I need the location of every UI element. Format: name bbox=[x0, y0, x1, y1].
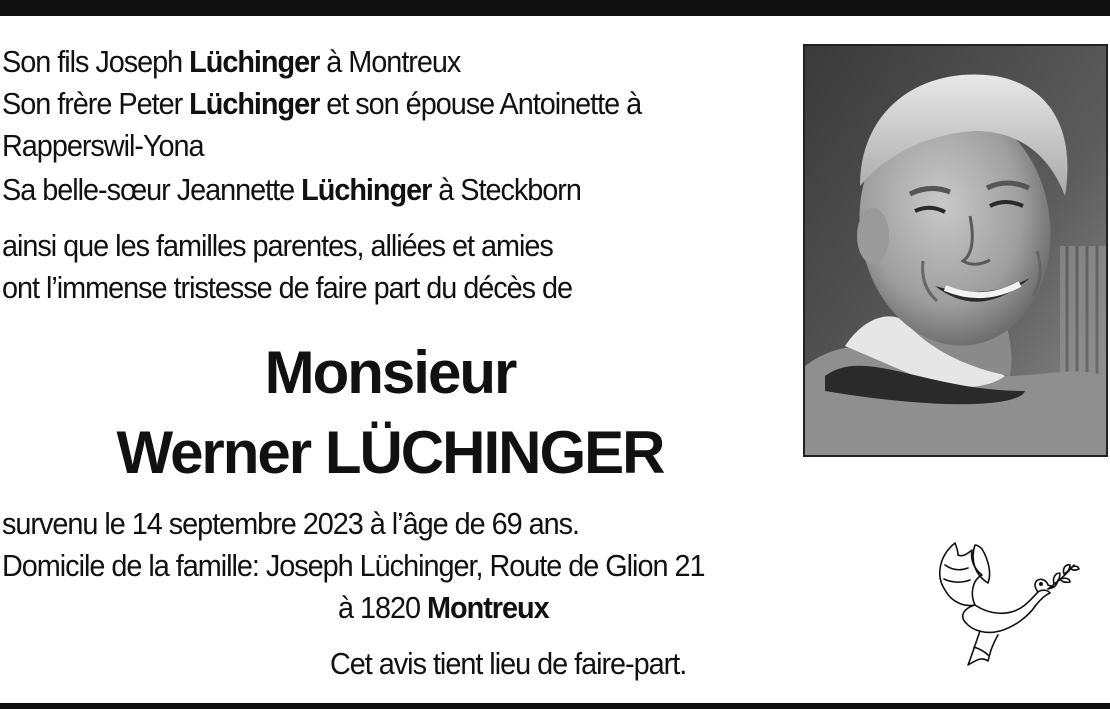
announcement-line-1: ainsi que les familles parentes, alliées et amies bbox=[2, 228, 553, 263]
family-line-sister-in-law-pre: Sa belle-sœur Jeannette bbox=[2, 172, 302, 207]
family-line-brother-city-text: Rapperswil-Yona bbox=[2, 128, 204, 163]
postal-address-line bbox=[338, 590, 549, 626]
announcement-line-2: ont l’immense tristesse de faire part du décès de bbox=[2, 270, 573, 305]
dove-with-olive-branch-icon bbox=[930, 535, 1080, 675]
top-border-rule bbox=[0, 0, 1110, 16]
family-line-brother-pre: Son frère Peter bbox=[2, 86, 190, 121]
family-line-brother-surname: Lüchinger bbox=[189, 86, 320, 121]
family-line-son bbox=[2, 44, 460, 80]
family-domicile-line: Domicile de la famille: Joseph Lüchinger, Route de Glion 21 bbox=[2, 548, 705, 583]
postal-code: à 1820 bbox=[338, 590, 428, 625]
death-details-line: survenu le 14 septembre 2023 à l’âge de 69 ans. bbox=[2, 506, 580, 541]
notice-line: Cet avis tient lieu de faire-part. bbox=[330, 646, 687, 681]
family-line-son-surname: Lüchinger bbox=[189, 44, 320, 79]
bottom-border-rule bbox=[0, 703, 1110, 709]
postal-city: Montreux bbox=[427, 590, 549, 625]
family-line-son-post: à Montreux bbox=[319, 44, 461, 79]
family-line-brother-city bbox=[2, 128, 204, 164]
family-line-sister-in-law bbox=[2, 172, 581, 208]
deceased-name: Werner LÜCHINGER bbox=[116, 419, 664, 486]
family-line-sister-in-law-surname: Lüchinger bbox=[301, 172, 432, 207]
deceased-title: Monsieur bbox=[264, 339, 516, 406]
portrait-photo bbox=[803, 44, 1108, 457]
family-line-brother-post: et son épouse Antoinette à bbox=[319, 86, 642, 121]
family-line-son-pre: Son fils Joseph bbox=[2, 44, 190, 79]
family-line-sister-in-law-post: à Steckborn bbox=[431, 172, 581, 207]
family-line-brother bbox=[2, 86, 641, 122]
